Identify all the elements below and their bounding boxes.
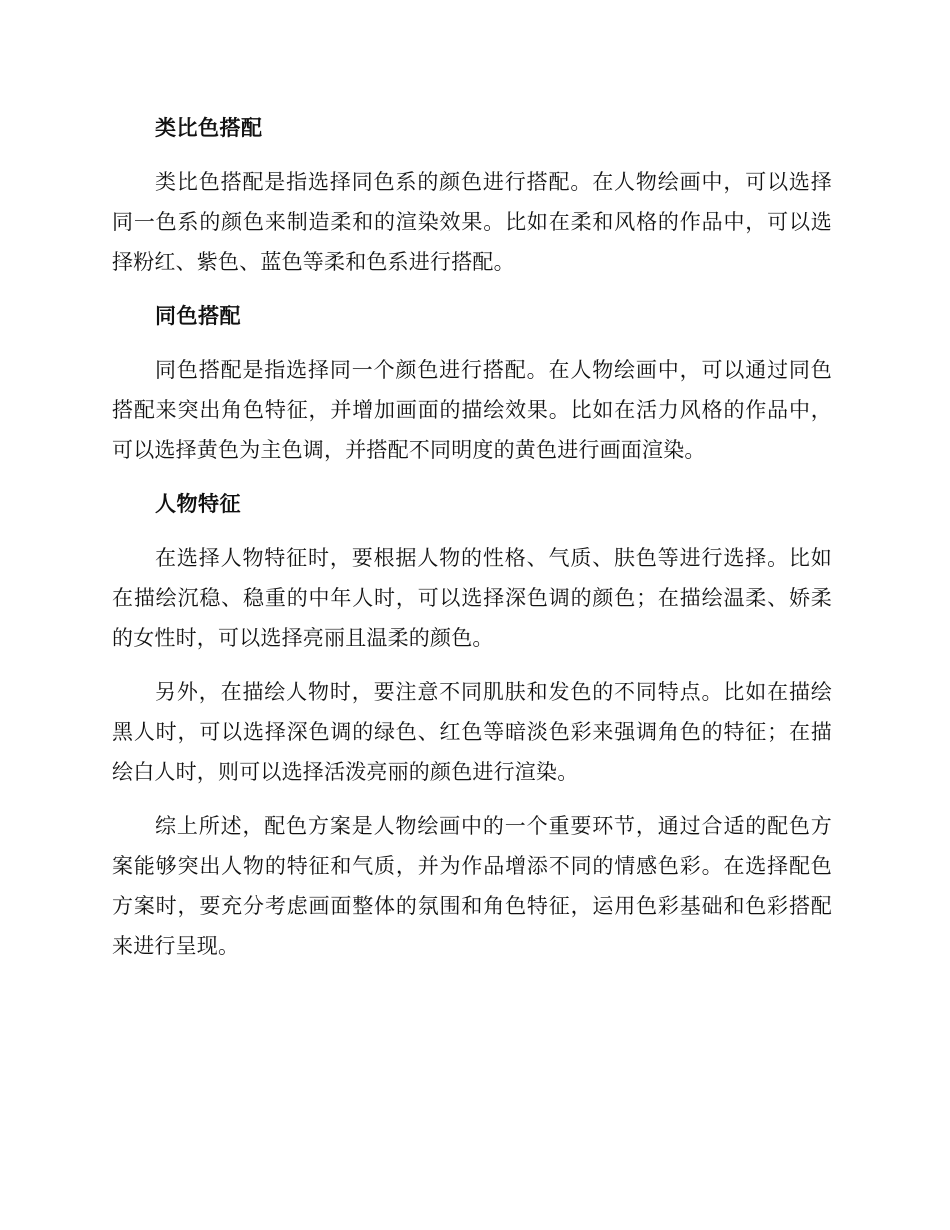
paragraph-monochrome: 同色搭配是指选择同一个颜色进行搭配。在人物绘画中，可以通过同色搭配来突出角色特征，并增加画面的描绘效果。比如在活力风格的作品中，可以选择黄色为主色调，并搭配不同明度的黄色进行画面渲染。 xyxy=(112,358,832,462)
paragraph-summary: 综上所述，配色方案是人物绘画中的一个重要环节，通过合适的配色方案能够突出人物的特征和气质，并为作品增添不同的情感色彩。在选择配色方案时，要充分考虑画面整体的氛围和角色特征，运用色彩基础和色彩搭配来进行呈现。 xyxy=(112,814,832,958)
section-heading-analogous: 类比色搭配 xyxy=(155,116,263,140)
document-body xyxy=(112,108,832,980)
section-heading-monochrome: 同色搭配 xyxy=(155,304,241,328)
section-heading-character-features: 人物特征 xyxy=(155,492,241,516)
paragraph-character-features: 在选择人物特征时，要根据人物的性格、气质、肤色等进行选择。比如在描绘沉稳、稳重的中年人时，可以选择深色调的颜色；在描绘温柔、娇柔的女性时，可以选择亮丽且温柔的颜色。 xyxy=(112,546,832,650)
paragraph-skin-hair: 另外，在描绘人物时，要注意不同肌肤和发色的不同特点。比如在描绘黑人时，可以选择深色调的绿色、红色等暗淡色彩来强调角色的特征；在描绘白人时，则可以选择活泼亮丽的颜色进行渲染。 xyxy=(112,680,832,784)
paragraph-analogous: 类比色搭配是指选择同色系的颜色进行搭配。在人物绘画中，可以选择同一色系的颜色来制造柔和的渲染效果。比如在柔和风格的作品中，可以选择粉红、紫色、蓝色等柔和色系进行搭配。 xyxy=(112,170,832,274)
